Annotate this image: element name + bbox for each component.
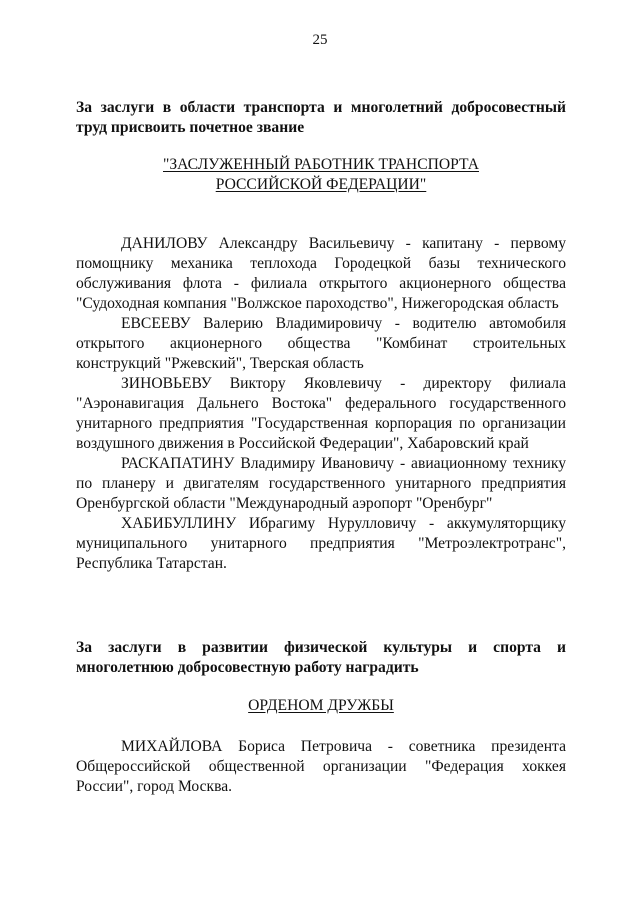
entry-surname: ЕВСЕЕВУ (121, 315, 191, 332)
entry-surname: ДАНИЛОВУ (121, 235, 208, 252)
entry-text: Александру Васильевичу - капитану - первому помощнику механика теплохода Городецкой базы технического обслуживания флота - филиала открытого акционерного общества "Судоходная компания "Волжское пароходство", Нижегородская область (76, 235, 566, 312)
section1-title (76, 155, 566, 195)
award-entry (76, 454, 566, 514)
section2-title-text: ОРДЕНОМ ДРУЖБЫ (248, 697, 394, 714)
entry-surname: ЗИНОВЬЕВУ (121, 375, 212, 392)
entry-surname: МИХАЙЛОВА (121, 738, 223, 755)
page-number: 25 (312, 32, 328, 48)
award-entry (76, 737, 566, 797)
section2-heading: За заслуги в развитии физической культуры и спорта и многолетнюю добросовестную работу наградить (76, 639, 566, 676)
section1-title-line-2: РОССИЙСКОЙ ФЕДЕРАЦИИ" (215, 176, 427, 193)
entry-text: Ибрагиму Нурулловичу - аккумуляторщику муниципального унитарного предприятия "Метроэлектротранс", Республика Татарстан. (76, 515, 566, 572)
award-entry (76, 234, 566, 314)
entry-text: Валерию Владимировичу - водителю автомобиля открытого акционерного общества "Комбинат строительных конструкций "Ржевский", Тверская область (76, 315, 566, 372)
entry-surname: РАСКАПАТИНУ (121, 455, 235, 472)
award-entry (76, 314, 566, 374)
section1-entries (76, 234, 566, 574)
entry-text: Бориса Петровича - советника президента Общероссийской общественной организации "Федерация хоккея России", город Москва. (76, 738, 566, 795)
section1-title-line-1: "ЗАСЛУЖЕННЫЙ РАБОТНИК ТРАНСПОРТА (163, 156, 479, 173)
section2-title (76, 696, 566, 716)
entry-text: Виктору Яковлевичу - директору филиала "Аэронавигация Дальнего Востока" федерального государственного унитарного предприятия "Государственная корпорация по организации воздушного движения в Российской Федерации", Хабаровский край (76, 375, 566, 452)
entry-surname: ХАБИБУЛЛИНУ (121, 515, 237, 532)
section2-entries (76, 737, 566, 797)
section1-heading: За заслуги в области транспорта и многолетний добросовестный труд присвоить почетное звание (76, 99, 566, 136)
entry-text: Владимиру Ивановичу - авиационному технику по планеру и двигателям государственного унитарного предприятия Оренбургской области "Международный аэропорт "Оренбург" (76, 455, 566, 512)
award-entry (76, 514, 566, 574)
award-entry (76, 374, 566, 454)
